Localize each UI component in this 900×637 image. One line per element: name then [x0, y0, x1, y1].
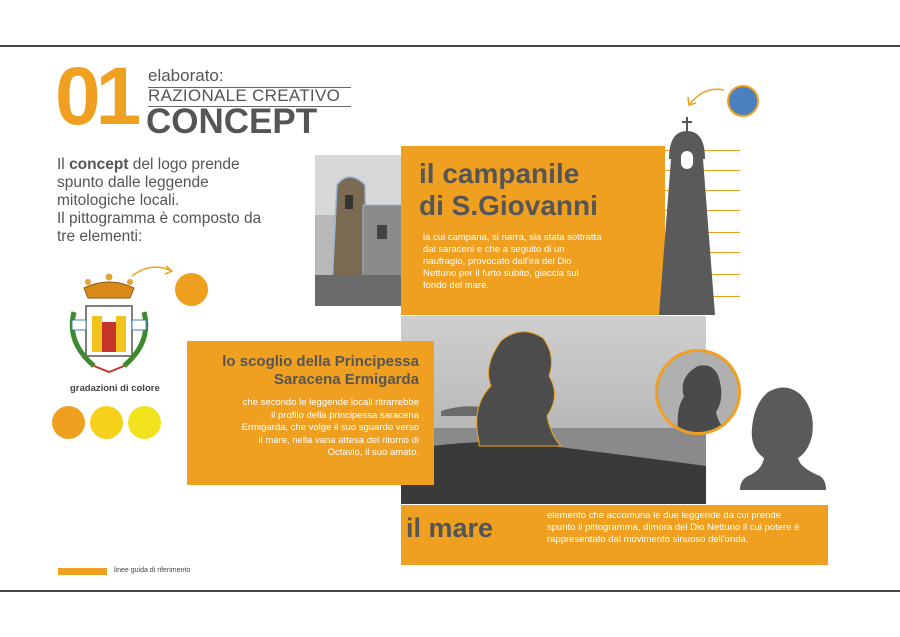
gradient-caption: gradazioni di colore: [70, 383, 160, 394]
scoglio-title-1: lo scoglio della Principessa: [222, 353, 419, 370]
coat-of-arms-icon: [64, 272, 154, 378]
color-dot-large: [175, 273, 208, 306]
scoglio-text: che secondo le leggende locali ritrarrebbe il profilo della principessa saracena Ermigarda, che volge il suo sguardo verso il mare, nella vana attesa del ritorno di Octavio, il suo amato.: [241, 397, 419, 458]
campanile-title-2: di S.Giovanni: [419, 190, 598, 221]
top-rule: [0, 45, 900, 47]
color-dot-light-yellow: [128, 406, 161, 439]
campanile-box: [401, 146, 665, 315]
intro-pre: Il: [57, 156, 70, 173]
scoglio-title: [222, 353, 419, 389]
legend-swatch: [58, 568, 107, 575]
color-dot-orange: [52, 406, 85, 439]
intro-text: [57, 156, 267, 246]
header-subtitle: RAZIONALE CREATIVO: [148, 86, 341, 105]
mare-box: [401, 505, 828, 565]
scoglio-box: [187, 341, 434, 485]
campanile-title: [419, 158, 598, 222]
intro-post: del logo prende spunto dalle leggende mitologiche locali.: [57, 156, 240, 209]
header-label: elaborato:: [148, 66, 224, 85]
bottom-rule: [0, 590, 900, 592]
tower-detail-circle: [727, 85, 759, 117]
scoglio-title-2: Saracena Ermigarda: [273, 371, 419, 388]
page-title: CONCEPT: [146, 102, 318, 141]
campanile-text: la cui campana, si narra, sia stata sottratta dai saraceni e che a seguito di un naufragio, provocato dall'ira del Dio Nettuno per il furto subito, giaccia sul fondo del mare.: [423, 232, 602, 291]
mare-title: il mare: [406, 513, 494, 543]
bell-tower-icon: [655, 115, 719, 319]
legend-label: linee guida di riferimento: [114, 567, 191, 574]
mare-text: elemento che accomuna le due leggende da cui prende spunto il pittogramma, dimora del Dio Nettuno il cui potere è rappresentato dal movimento sinuoso dell'onda.: [547, 510, 800, 545]
color-dot-yellow: [90, 406, 123, 439]
intro-line2: Il pittogramma è composto da tre elementi:: [57, 210, 262, 245]
intro-bold: concept: [69, 156, 129, 173]
rock-detail-circle: [655, 349, 741, 435]
section-number: 01: [55, 51, 137, 142]
campanile-title-1: il campanile: [419, 158, 580, 189]
rock-detail-image: [658, 352, 738, 432]
head-silhouette-icon: [738, 384, 828, 490]
tower-photo: [315, 155, 403, 306]
arrow-icon: [130, 262, 180, 286]
